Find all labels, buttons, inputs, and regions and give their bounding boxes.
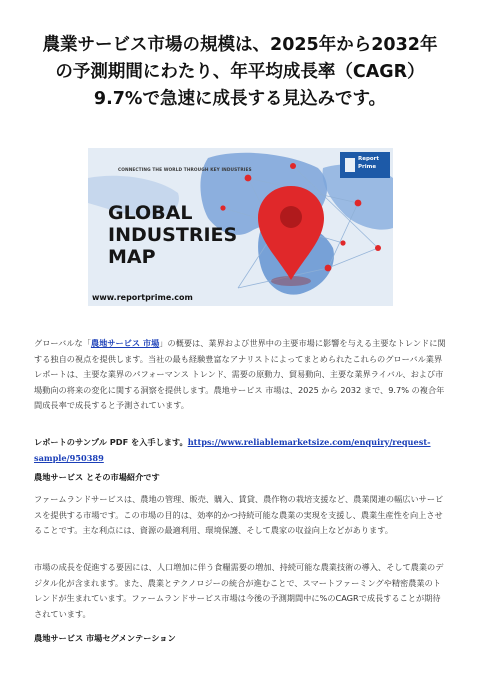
sample-label: レポートのサンプル PDF を入手します。	[34, 437, 188, 447]
hero-brand-line-1: Report	[358, 156, 380, 162]
description-paragraph: ファームランドサービスは、農地の管理、販売、購入、賃貸、農作物の栽培支援など、農業関連の幅広いサービスを提供する市場です。この市場の目的は、効率的かつ持続可能な農業の実現を支援し、農業生産性を向上させることです。主な利点には、資源の最適利用、環境保護、そして農家の収益向上などがあります。	[34, 494, 444, 535]
sample-request-line	[34, 435, 448, 466]
intro-suffix: 」の概要は、業界および世界中の主要市場に影響を与える主要なトレンドに関する独自の視点を提供します。当社の最も経験豊富なアナリストによってまとめられたこれらのグローバル業界レポートは、主要な業界のパフォーマンス トレンド、需要の原動力、貿易動向、主要な業界ライバル、および市場動向の将来の変化に関する洞察を提供します。農地サービス 市場は、2025 から 2032 まで、9.7% の複合年間成長率で成長すると予測されています。	[34, 338, 446, 410]
hero-heading-line-1: GLOBAL	[108, 202, 193, 224]
intro-prefix: グローバルな「	[34, 338, 91, 348]
hero-tagline: CONNECTING THE WORLD THROUGH KEY INDUSTRIES	[118, 168, 252, 173]
hero-heading	[108, 202, 237, 268]
hero-heading-line-2: INDUSTRIES	[108, 224, 238, 246]
section-heading-segmentation: 農地サービス 市場セグメンテーション	[34, 633, 176, 643]
hero-text-layer	[88, 148, 393, 306]
section-heading-intro: 農地サービス とその市場紹介です	[34, 472, 160, 482]
title-line-2: の予測期間にわたり、年平均成長率（CAGR）	[55, 62, 425, 82]
growth-paragraph: 市場の成長を促進する要因には、人口増加に伴う食糧需要の増加、持続可能な農業技術の導入、そして農業のデジタル化が含まれます。また、農業とテクノロジーの統合が進むことで、スマートファーミングや精密農業のトレンドが生まれています。ファームランドサービス市場は今後の予測期間中に%のCAGRで成長することが期待されています。	[34, 562, 444, 619]
page-title	[30, 32, 450, 113]
hero-banner-image	[88, 148, 393, 306]
hero-brand-line-2: Prime	[358, 164, 377, 170]
sample-request-link[interactable]: https://www.reliablemarketsize.com/enquiry/request-sample/950389	[34, 437, 431, 463]
hero-url: www.reportprime.com	[92, 293, 193, 302]
title-line-1: 農業サービス市場の規模は、2025年から2032年	[42, 35, 438, 55]
intro-paragraph	[34, 336, 448, 414]
hero-heading-line-3: MAP	[108, 246, 156, 268]
market-keyword-link[interactable]: 農地サービス 市場	[90, 338, 160, 348]
title-line-3: 9.7%で急速に成長する見込みです。	[93, 89, 387, 109]
